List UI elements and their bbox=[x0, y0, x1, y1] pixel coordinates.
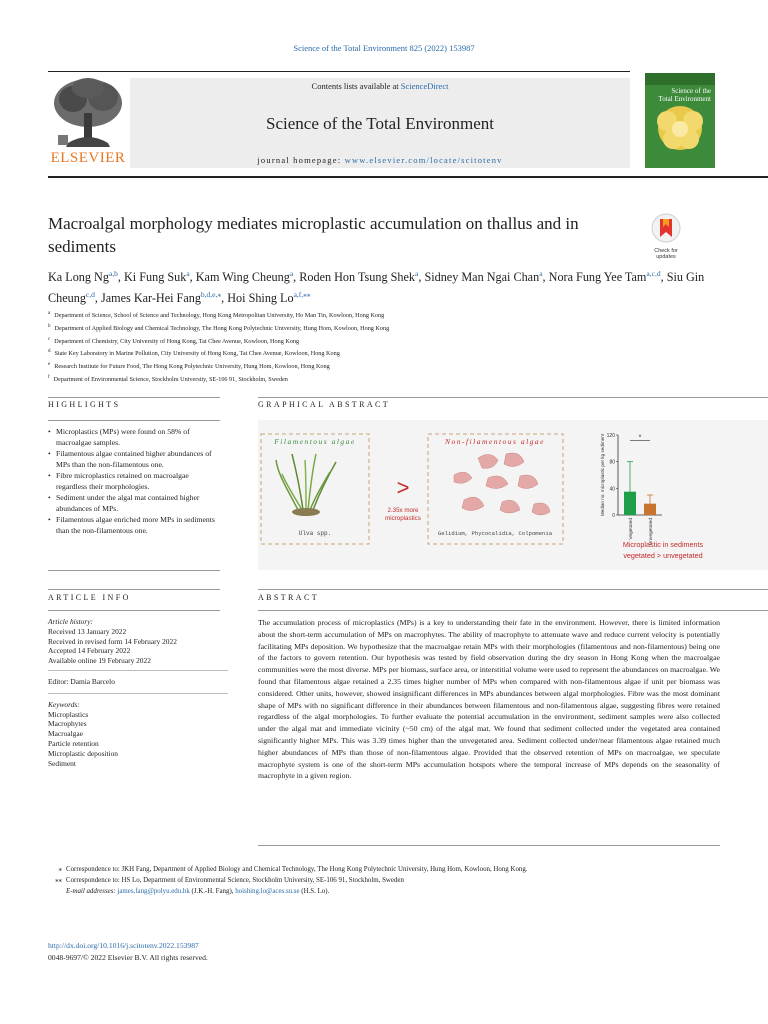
highlights-end-rule bbox=[48, 570, 220, 571]
author[interactable] bbox=[101, 291, 221, 305]
y-tick-label: 40 bbox=[609, 486, 615, 493]
graphical-abstract-rule bbox=[258, 397, 768, 398]
author[interactable] bbox=[48, 270, 118, 284]
editor-divider bbox=[48, 687, 228, 694]
keyword-item: Sediment bbox=[48, 758, 76, 768]
correspondence-1 bbox=[48, 864, 728, 875]
check-badge-text bbox=[648, 248, 684, 260]
graphical-abstract-heading: GRAPHICAL ABSTRACT bbox=[258, 400, 391, 409]
article-info bbox=[48, 617, 228, 768]
abstract-rule bbox=[258, 589, 768, 590]
check-for-updates-badge[interactable] bbox=[648, 213, 684, 259]
affiliation bbox=[48, 309, 708, 322]
article-info-subrule bbox=[48, 610, 220, 611]
author-affiliation-marker[interactable]: a bbox=[186, 269, 190, 278]
author-name: Kam Wing Cheung bbox=[195, 270, 290, 285]
journal-reference[interactable]: Science of the Total Environment 825 (2022) 153987 bbox=[293, 43, 475, 53]
elsevier-logo[interactable] bbox=[48, 73, 128, 168]
affiliation-key: e bbox=[48, 362, 51, 368]
email-lo-who: (H.S. Lo). bbox=[301, 888, 330, 895]
email-label: E-mail addresses: bbox=[66, 888, 116, 895]
y-tick-label: 80 bbox=[609, 459, 615, 466]
abstract-heading: ABSTRACT bbox=[258, 593, 319, 602]
y-axis-label: Median no. microplastic per kg sediment bbox=[600, 433, 605, 517]
email-link-lo[interactable]: hoishing.lo@aces.su.se bbox=[235, 888, 300, 895]
author-name: Sidney Man Ngai Chan bbox=[424, 270, 540, 285]
keywords-label: Keywords: bbox=[48, 699, 80, 709]
corr2-mark: ⁎⁎ bbox=[55, 877, 62, 884]
affiliation-list bbox=[48, 309, 708, 386]
author[interactable] bbox=[124, 270, 190, 284]
editor: Editor: Damia Barcelo bbox=[48, 676, 115, 686]
affiliation bbox=[48, 335, 708, 348]
greater-than-icon: > bbox=[396, 475, 410, 500]
affiliation bbox=[48, 322, 708, 335]
affiliation-text: Department of Science, School of Science and Technology, Hong Kong Metropolitan University, Ho Man Tin, Kowloon, Hong Kong bbox=[54, 312, 385, 320]
highlights-subrule bbox=[48, 420, 220, 421]
author[interactable] bbox=[227, 291, 310, 305]
red-algae-caption: Gelidium, Phycocalidia, Colpomenia bbox=[437, 530, 553, 537]
keyword-item: Microplastic deposition bbox=[48, 748, 118, 758]
chart-caption-line1: Microplastic in sediments bbox=[622, 540, 704, 549]
keyword-list bbox=[48, 710, 228, 769]
check-badge-line2: updates bbox=[656, 254, 676, 260]
sciencedirect-link[interactable]: ScienceDirect bbox=[400, 81, 449, 91]
significance-marker: * bbox=[638, 434, 642, 442]
graphical-abstract-figure bbox=[258, 420, 768, 570]
elsevier-wordmark: ELSEVIER bbox=[50, 150, 126, 166]
author-affiliation-marker[interactable]: a,b bbox=[108, 269, 118, 278]
author-affiliation-marker[interactable]: a bbox=[415, 269, 419, 278]
affiliation-key: c bbox=[48, 336, 51, 342]
homepage-link[interactable]: www.elsevier.com/locate/scitotenv bbox=[344, 155, 503, 165]
category-label: Unvegetated bbox=[649, 518, 654, 546]
highlights-rule bbox=[48, 397, 220, 398]
author-list: Ka Long Ng$^{a,b}$, Ki Fung Suk$^a$, Kam Wing Cheung$^a$, Roden Hon Tsung Shek$^a$, Sidney Man Ngai Chan$^a$, Nora Fung Yee Tam$^{a,c,d}$, Siu Gin Cheung$^{c,d}$, James Kar-Hei Fang$^{b,d,e,⁎}$, Hoi Shing $Lo^{a,f,⁎⁎}$ bbox=[48, 269, 705, 306]
homepage-prefix: journal homepage: bbox=[257, 155, 345, 165]
author[interactable] bbox=[549, 270, 661, 284]
keyword-item: Microplastics bbox=[48, 709, 89, 719]
affiliation bbox=[48, 360, 708, 373]
header-bottom-rule bbox=[48, 176, 768, 178]
author-affiliation-marker[interactable]: b,d,e,⁎ bbox=[200, 290, 222, 300]
author-name: Roden Hon Tsung Shek bbox=[299, 270, 415, 285]
journal-homepage bbox=[130, 155, 630, 165]
chart-caption-line2: vegetated > unvegetated bbox=[623, 551, 703, 560]
ulva-caption: Ulva spp. bbox=[298, 530, 332, 537]
bookmark-icon bbox=[648, 213, 684, 243]
affiliation bbox=[48, 347, 708, 360]
history-item: Accepted 14 February 2022 bbox=[48, 646, 131, 656]
arrow-label-line2: microplastics bbox=[385, 515, 421, 522]
affiliation-text: Research Institute for Future Food, The Hong Kong Polytechnic University, Hung Hom, Kowloon, Hong Kong bbox=[54, 363, 330, 371]
history-item: Received in revised form 14 February 2022 bbox=[48, 636, 177, 646]
highlights-heading: HIGHLIGHTS bbox=[48, 400, 121, 409]
author-affiliation-marker[interactable]: a,c,d bbox=[646, 269, 661, 278]
keyword-item: Particle retention bbox=[48, 738, 99, 748]
email-link-fang[interactable]: james.fang@polyu.edu.hk bbox=[117, 888, 190, 895]
contents-line bbox=[130, 81, 630, 91]
keyword-item: Macroalgae bbox=[48, 729, 83, 739]
journal-title: Science of the Total Environment bbox=[266, 114, 494, 133]
arrow-label-line1: 2.35x more bbox=[387, 507, 419, 514]
journal-cover[interactable] bbox=[645, 73, 715, 168]
author-name: Siu Gin Cheung bbox=[48, 270, 705, 306]
filamentous-title: Filamentous algae bbox=[274, 437, 356, 446]
author-affiliation-marker[interactable]: a bbox=[289, 269, 294, 278]
keyword-item: Macrophytes bbox=[48, 719, 87, 729]
affiliation-text: Department of Environmental Science, Stockholm University, SE-106 91, Stockholm, Sweden bbox=[53, 375, 288, 383]
corr1-text: Correspondence to: JKH Fang, Department of Applied Biology and Chemical Technology, The Hong Kong Polytechnic University, Hung Hom, Kowloon, Hong Kong. bbox=[66, 866, 528, 873]
author-affiliation-marker[interactable]: c,d bbox=[85, 290, 95, 300]
copyright: 0048-9697/© 2022 Elsevier B.V. All rights reserved. bbox=[48, 953, 208, 962]
footer bbox=[48, 940, 208, 964]
corr1-mark: ⁎ bbox=[58, 866, 62, 873]
correspondence-2 bbox=[48, 875, 728, 886]
cover-title-line2: Total Environment bbox=[658, 95, 711, 103]
graphical-abstract[interactable] bbox=[258, 420, 768, 570]
email-fang-who: (J.K.-H. Fang), bbox=[191, 888, 234, 895]
y-tick-label: 120 bbox=[606, 433, 615, 439]
article-title: Macroalgal morphology mediates microplastic accumulation on thallus and in sediments bbox=[48, 214, 579, 256]
affiliation-key: b bbox=[48, 323, 51, 329]
category-label: Vegetated bbox=[629, 518, 634, 540]
highlight-item: • Filamentous algae contained higher abundances of MPs than the non-filamentous one. bbox=[48, 448, 220, 470]
affiliation-text: Department of Chemistry, City University of Hong Kong, Tat Chee Avenue, Kowloon, Hong Kong bbox=[54, 337, 300, 345]
bar bbox=[644, 504, 656, 515]
article-info-heading: ARTICLE INFO bbox=[48, 593, 131, 602]
article-info-rule bbox=[48, 589, 220, 590]
email-line bbox=[48, 886, 728, 897]
highlight-item: • Microplastics (MPs) were found on 58% of macroalgae samples. bbox=[48, 426, 220, 448]
affiliation-text: State Key Laboratory in Marine Pollution, City University of Hong Kong, Tat Chee Avenue, Kowloon, Hong Kong bbox=[54, 350, 340, 358]
affiliation-key: d bbox=[48, 349, 51, 355]
author-name: Nora Fung Yee Tam bbox=[548, 270, 647, 285]
highlight-item: • Fibre microplastics retained on macroalgae regardless their morphologies. bbox=[48, 470, 220, 492]
highlight-item: • Sediment under the algal mat contained higher abundances of MPs. bbox=[48, 492, 220, 514]
affiliation-key: a bbox=[48, 311, 51, 316]
author-name: Hoi Shing Lo bbox=[227, 291, 294, 306]
author-name: Ka Long Ng bbox=[48, 270, 109, 285]
cover-title-line1: Science of the bbox=[671, 87, 711, 95]
abstract-end-rule bbox=[258, 845, 720, 846]
highlight-item: • Filamentous algae enriched more MPs in sediments than the non-filamentous one. bbox=[48, 514, 220, 536]
corr2-text: Correspondence to: HS Lo, Department of Environmental Science, Stockholm University, SE-106 91, Stockholm, Sweden bbox=[66, 877, 404, 884]
author-affiliation-marker[interactable]: a,f,⁎⁎ bbox=[293, 290, 311, 300]
history-divider bbox=[48, 666, 228, 671]
author-name: James Kar-Hei Fang bbox=[100, 291, 201, 306]
history-label: Article history: bbox=[48, 617, 93, 626]
y-tick-label: 0 bbox=[612, 513, 615, 519]
footnotes bbox=[48, 864, 728, 897]
author-name: Ki Fung Suk bbox=[124, 270, 187, 285]
author-affiliation-marker[interactable]: a bbox=[539, 269, 543, 278]
affiliation bbox=[48, 373, 708, 386]
history-list bbox=[48, 627, 228, 666]
header-top-rule bbox=[48, 71, 630, 72]
abstract-subrule bbox=[258, 610, 768, 611]
non-filamentous-title: Non-filamentous algae bbox=[444, 437, 546, 446]
history-item: Available online 19 February 2022 bbox=[48, 656, 151, 666]
history-item: Received 13 January 2022 bbox=[48, 626, 127, 636]
cover-title bbox=[658, 87, 711, 103]
affiliation-key: f bbox=[48, 374, 50, 380]
contents-prefix: Contents lists available at bbox=[311, 81, 401, 91]
author[interactable] bbox=[196, 270, 293, 284]
doi-link[interactable]: http://dx.doi.org/10.1016/j.scitotenv.2022.153987 bbox=[48, 941, 199, 950]
bar bbox=[624, 492, 636, 515]
author[interactable] bbox=[424, 270, 542, 284]
abstract-text: The accumulation process of microplastics (MPs) is a key to understanding their fate in the environment. However, there is limited information about the short-term accumulation of MPs on macrophytes. The ability of macrophyte to attenuate wave and reduce current velocity is potentially facilitating MPs deposition. We hypothesize that the macroalgae retain MPs with their morphologies (filamentous and non-filamentous) being one of the factors to govern retention. Our hypothesis was tested by field observation during the dry season in Hong Kong when the macroalgae communities were the most diverse. MPs per biomass, surface area, or interstitial volume were used to represent the abundances on macroalgae. We found that filamentous algae retained a 2.35 times higher number of MPs when compared with non-filamentous algae if unit per biomass was considered. Other units, however, showed insignificant differences in MPs abundances between algal morphologies. Fibre was the most dominant shape of MPs with no significant difference in their abundances between filamentous and non-filamentous algae, suggesting fibres were retained regardless of the algal morphologies. To further evaluate the potential accumulation in the environment, sediment samples were also collected under the algal mat and immediate vicinity (~50 cm) of the algal mat. We found that sediment collected under the vegetated area contained significantly higher MPs. This was 3.39 times higher than the unvegetated area. Sediment collected under/near filamentous algae retained much higher abundances of MPs than those of non-filamentous algae. Provided that the observed retention of MPs on macroalgae, we speculate macrophyte system is one of the short-term MPs accumulation hotspots where the temporal increase of MPs depends on the seasonality of macrophyte in a given region. bbox=[258, 618, 720, 781]
author[interactable] bbox=[299, 270, 418, 284]
affiliation-text: Department of Applied Biology and Chemical Technology, The Hong Kong Polytechnic University, Hung Hom, Kowloon, Hong Kong bbox=[54, 324, 390, 332]
highlights-list bbox=[48, 426, 220, 536]
check-badge-line1: Check for bbox=[654, 248, 678, 254]
